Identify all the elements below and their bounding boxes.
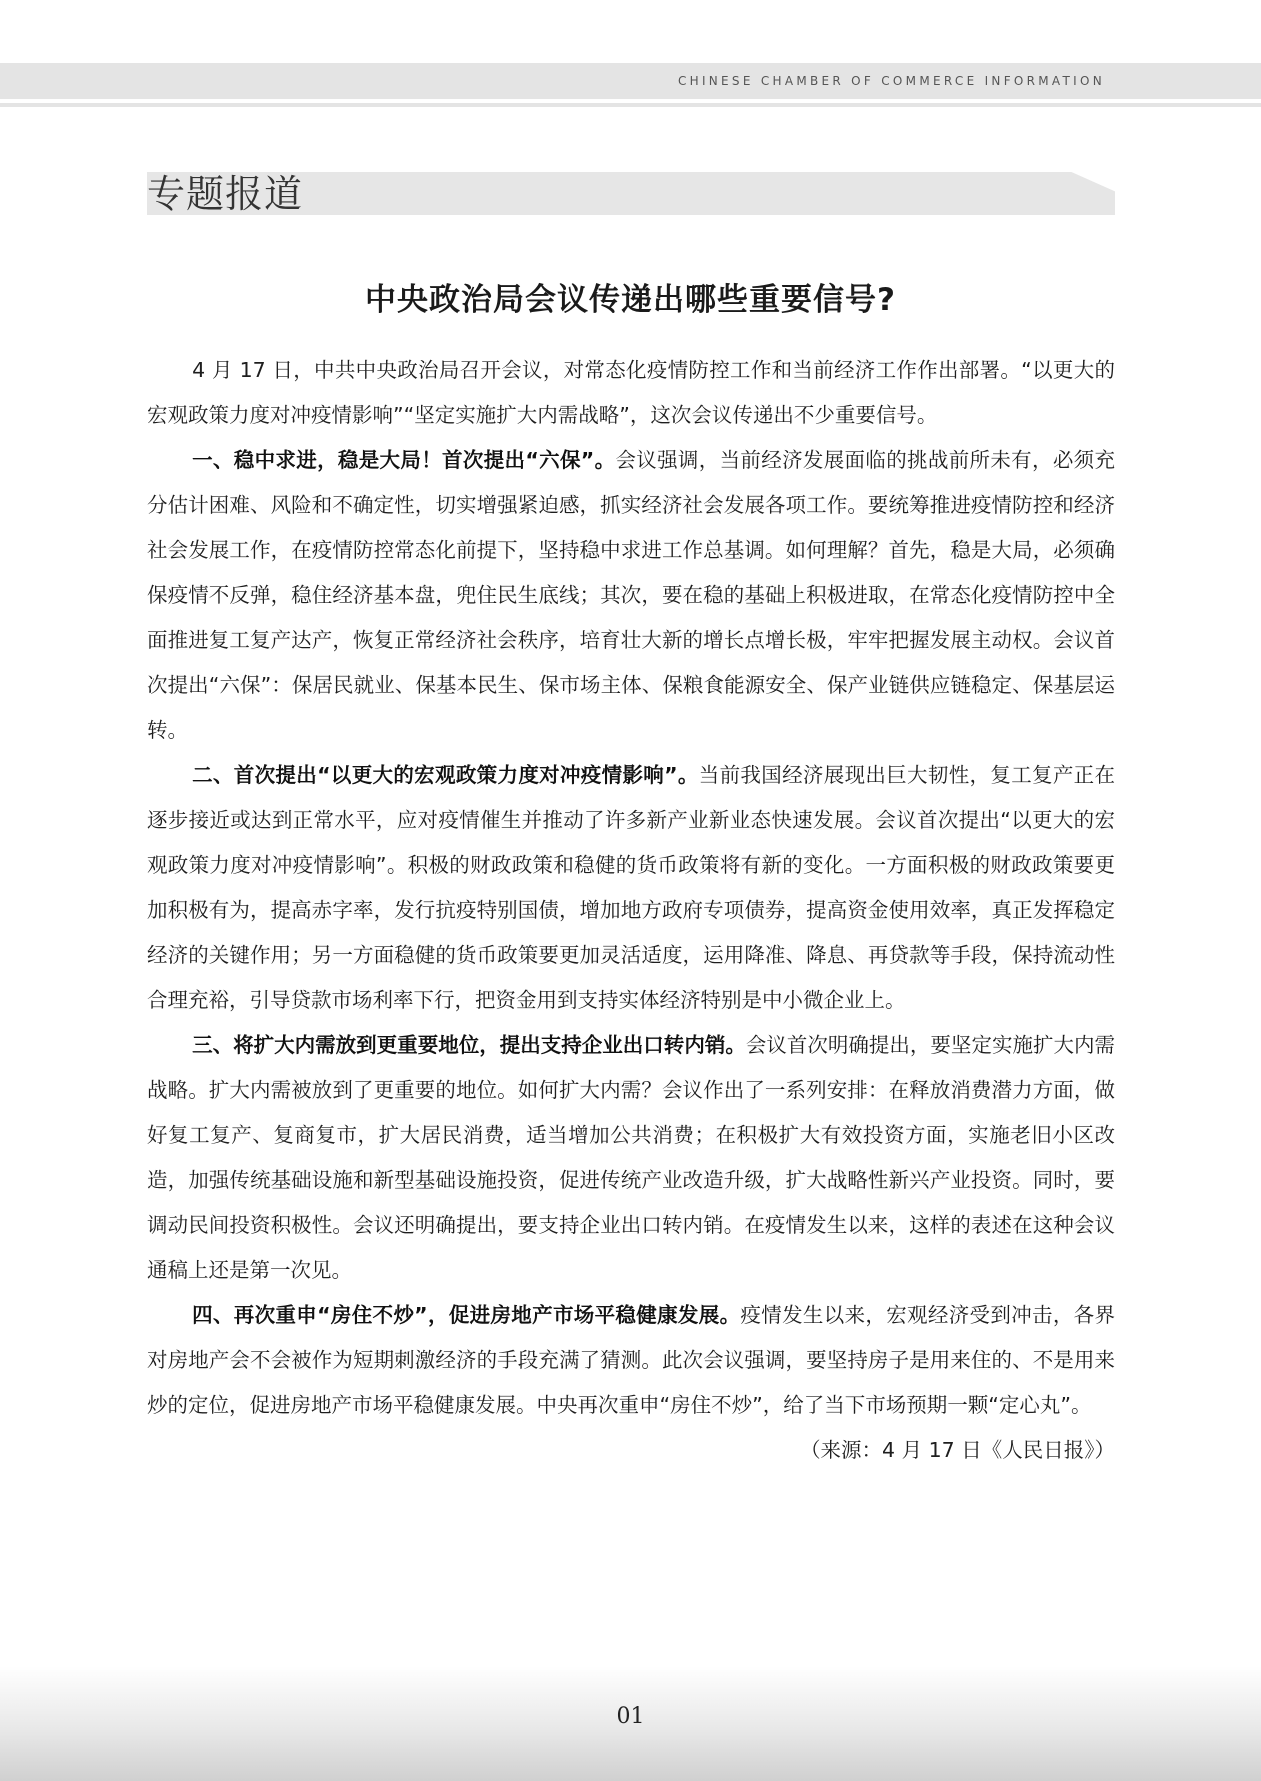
paragraph-lead: 一、稳中求进，稳是大局！首次提出“六保”。	[192, 448, 616, 472]
paragraph-lead: 三、将扩大内需放到更重要地位，提出支持企业出口转内销。	[192, 1033, 746, 1057]
paragraph-text: 当前我国经济展现出巨大韧性，复工复产正在逐步接近或达到正常水平，应对疫情催生并推动了许多新产业新业态快速发展。会议首次提出“以更大的宏观政策力度对冲疫情影响”。积极的财政政策和稳健的货币政策将有新的变化。一方面积极的财政政策要更加积极有为，提高赤字率，发行抗疫特别国债，增加地方政府专项债券，提高资金使用效率，真正发挥稳定经济的关键作用；另一方面稳健的货币政策要更加灵活适度，运用降准、降息、再贷款等手段，保持流动性合理充裕，引导贷款市场利率下行，把资金用到支持实体经济特别是中小微企业上。	[147, 763, 1116, 1012]
paragraph-text: 会议首次明确提出，要坚定实施扩大内需战略。扩大内需被放到了更重要的地位。如何扩大内需？会议作出了一系列安排：在释放消费潜力方面，做好复工复产、复商复市，扩大居民消费，适当增加公共消费；在积极扩大有效投资方面，实施老旧小区改造，加强传统基础设施和新型基础设施投资，促进传统产业改造升级，扩大战略性新兴产业投资。同时，要调动民间投资积极性。会议还明确提出，要支持企业出口转内销。在疫情发生以来，这样的表述在这种会议通稿上还是第一次见。	[147, 1033, 1115, 1282]
page-number: 01	[616, 1704, 645, 1729]
paragraph-text: 会议强调，当前经济发展面临的挑战前所未有，必须充分估计困难、风险和不确定性，切实增强紧迫感，抓实经济社会发展各项工作。要统筹推进疫情防控和经济社会发展工作，在疫情防控常态化前提下，坚持稳中求进工作总基调。如何理解？首先，稳是大局，必须确保疫情不反弹，稳住经济基本盘，兜住民生底线；其次，要在稳的基础上积极进取，在常态化疫情防控中全面推进复工复产达产，恢复正常经济社会秩序，培育壮大新的增长点增长极，牢牢把握发展主动权。会议首次提出“六保”：保居民就业、保基本民生、保市场主体、保粮食能源安全、保产业链供应链稳定、保基层运转。	[147, 448, 1115, 742]
article-paragraph	[147, 753, 1115, 1023]
paragraph-lead: 二、首次提出“以更大的宏观政策力度对冲疫情影响”。	[192, 763, 699, 787]
paragraph-lead: 四、再次重申“房住不炒”，促进房地产市场平稳健康发展。	[192, 1303, 741, 1327]
publication-header: CHINESE CHAMBER OF COMMERCE INFORMATION	[677, 74, 1105, 88]
article-paragraph	[147, 1293, 1116, 1462]
source-citation: （来源：4 月 17 日《人民日报》）	[800, 1438, 1115, 1462]
paragraph-text: 4 月 17 日，中共中央政治局召开会议，对常态化疫情防控工作和当前经济工作作出部署。“以更大的宏观政策力度对冲疫情影响”“坚定实施扩大内需战略”，这次会议传递出不少重要信号。	[147, 358, 1115, 427]
article-body	[147, 348, 1115, 1473]
article-title: 中央政治局会议传递出哪些重要信号?	[365, 282, 896, 318]
section-title: 专题报道	[147, 172, 304, 216]
header-rule	[0, 103, 1261, 107]
paragraph-text: 疫情发生以来，宏观经济受到冲击，各界对房地产会不会被作为短期刺激经济的手段充满了猜测。此次会议强调，要坚持房子是用来住的、不是用来炒的定位，促进房地产市场平稳健康发展。中央再次重申“房住不炒”，给了当下市场预期一颗“定心丸”。	[147, 1303, 1116, 1417]
article-paragraph	[147, 438, 1115, 753]
article-paragraph	[147, 1023, 1115, 1293]
article-paragraph	[147, 348, 1115, 438]
